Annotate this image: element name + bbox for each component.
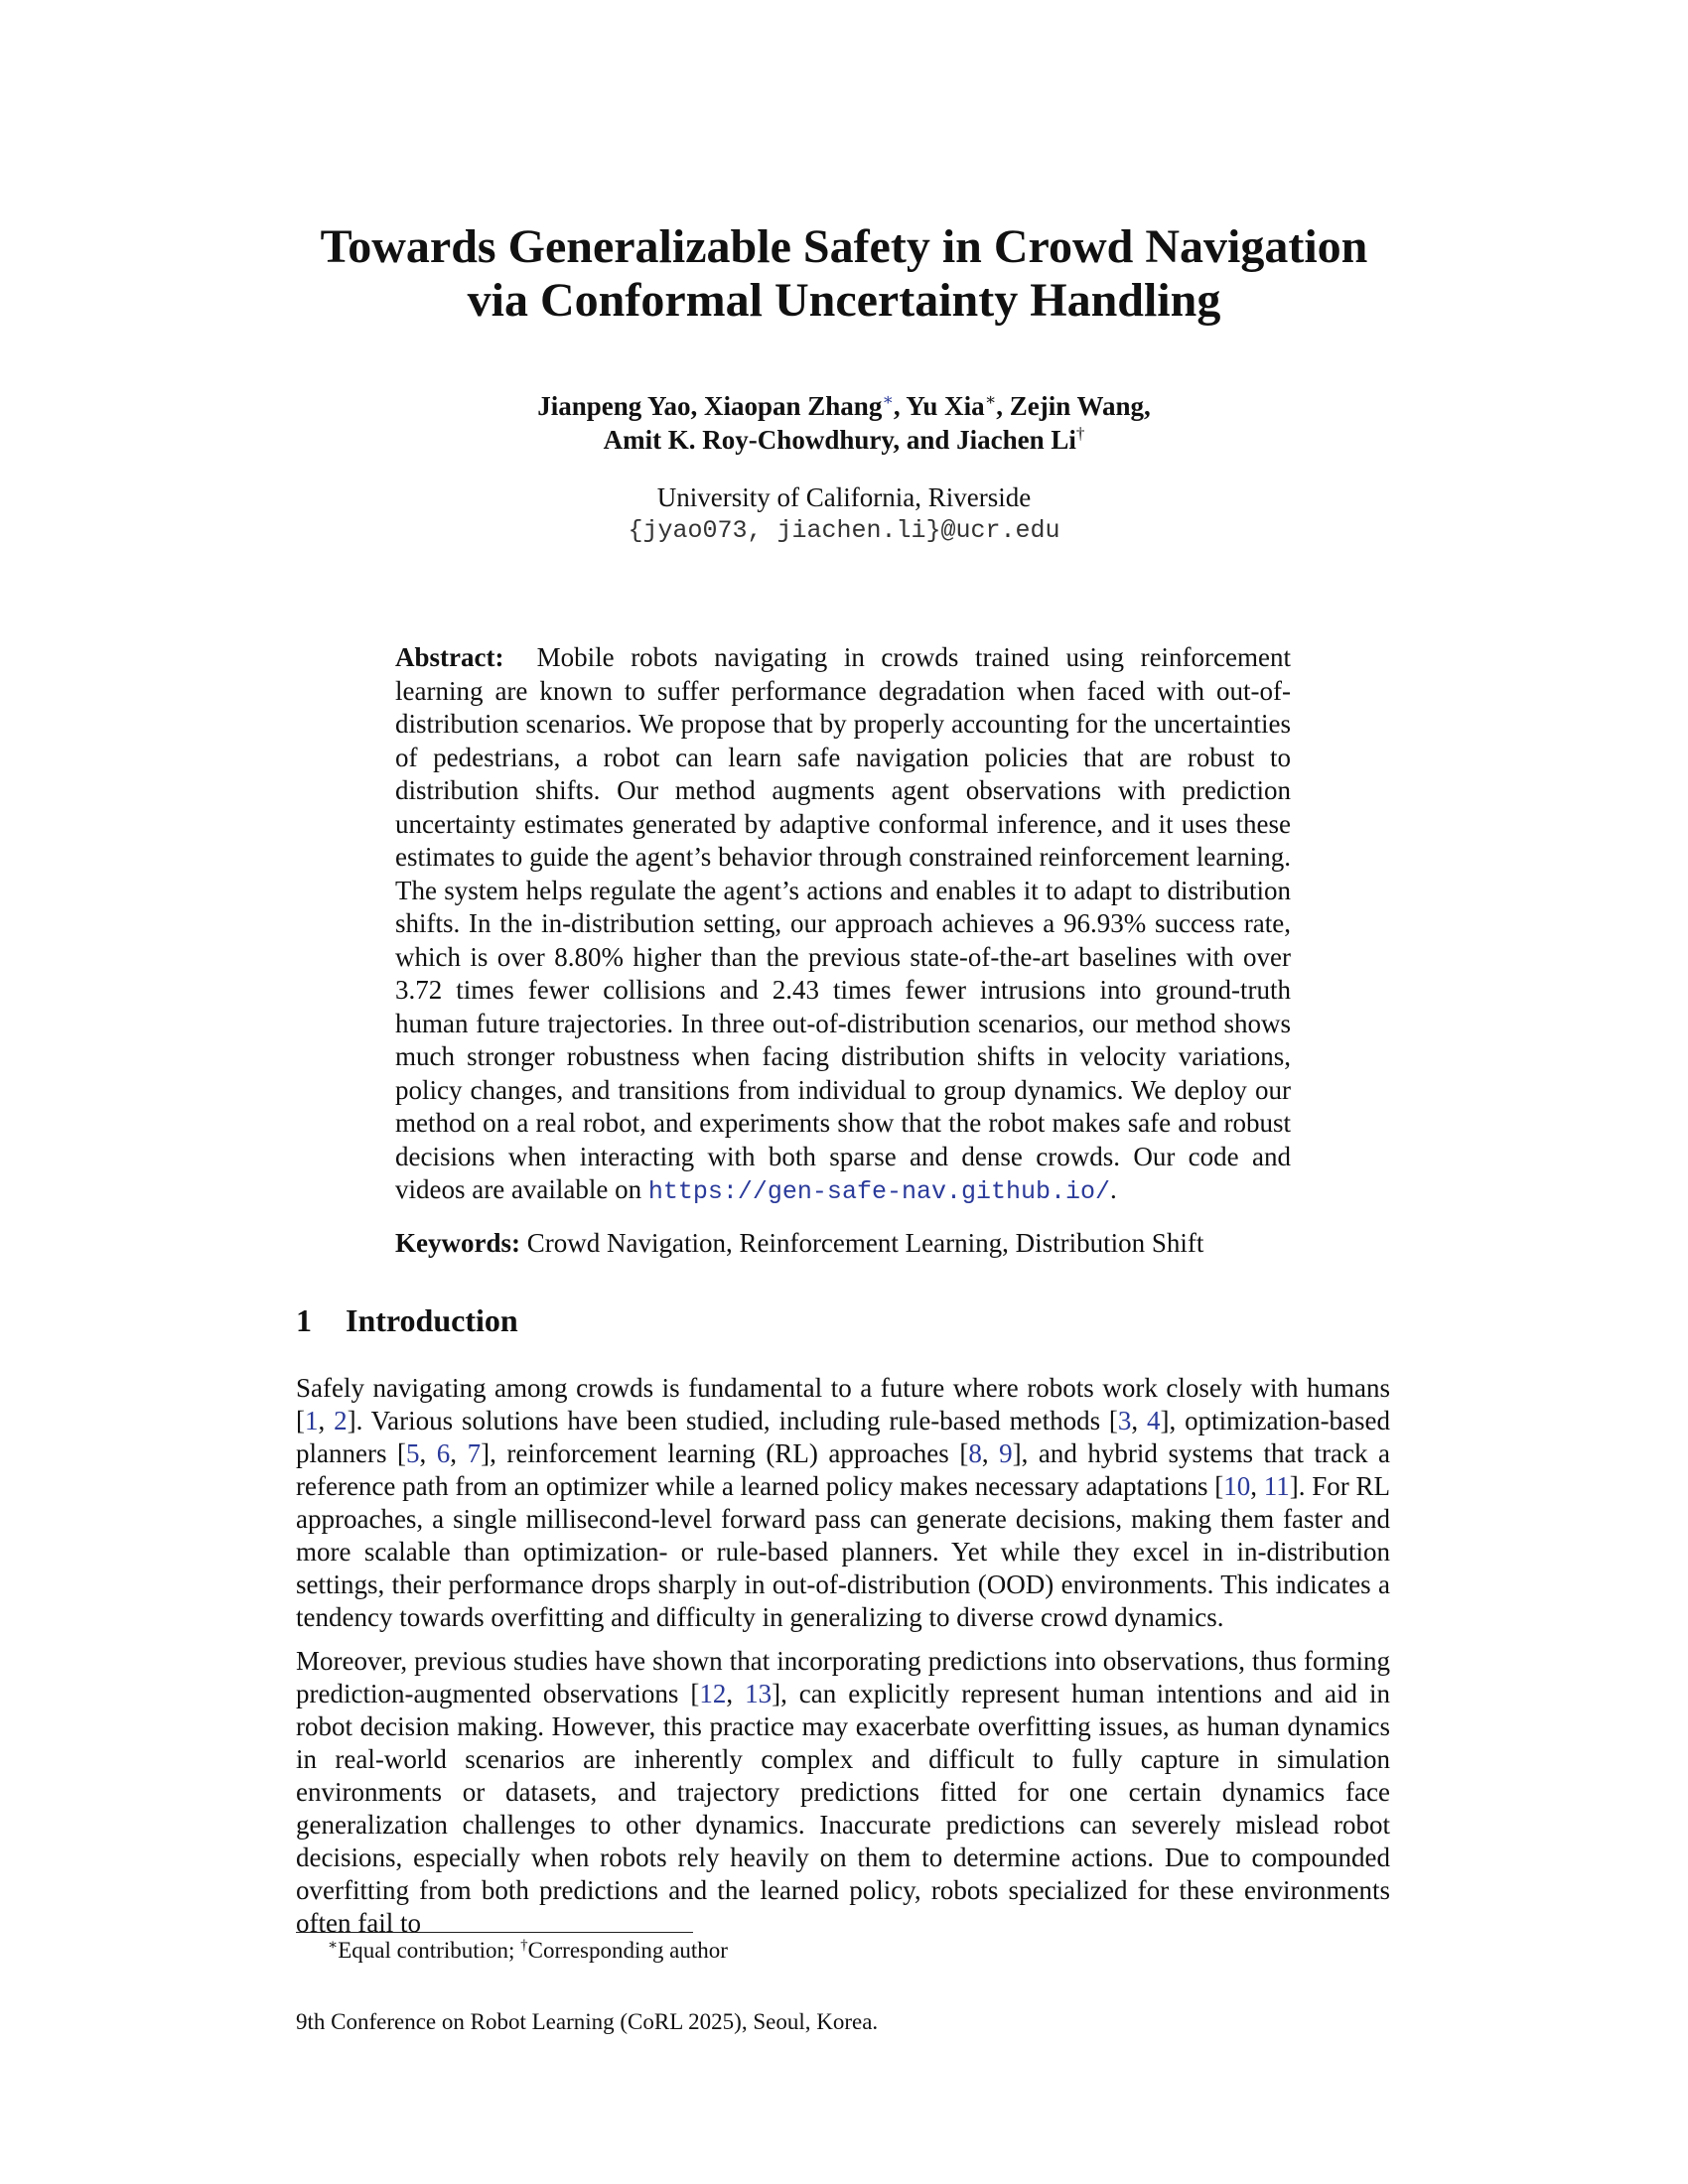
affiliation (348, 480, 1340, 548)
title-line-2: via Conformal Uncertainty Handling (467, 274, 1221, 327)
author-email: {jyao073, jiachen.li}@ucr.edu (628, 516, 1060, 545)
citation-link[interactable]: 12 (699, 1679, 727, 1708)
citation-link[interactable]: 5 (406, 1438, 420, 1468)
text-run: , (419, 1438, 437, 1468)
footnote-text: Corresponding author (527, 1938, 728, 1963)
citation-link[interactable]: 1 (305, 1406, 319, 1435)
institution: University of California, Riverside (656, 482, 1032, 512)
equal-contribution-mark[interactable]: ∗ (882, 390, 894, 409)
text-run: , (981, 1438, 1000, 1468)
citation-link[interactable]: 10 (1223, 1471, 1251, 1501)
author-name: Yu Xia (906, 391, 985, 421)
citation-link[interactable]: 4 (1147, 1406, 1161, 1435)
text-run: ], and hybrid systems that track a reference path from an optimizer while a learned policy makes necessary adaptations [ (296, 1438, 1390, 1501)
keywords-text: Crowd Navigation, Reinforcement Learning, Distribution Shift (526, 1228, 1204, 1258)
citation-link[interactable]: 8 (968, 1438, 982, 1468)
paragraph (296, 1372, 1390, 1634)
footnote (328, 1936, 728, 1966)
text-run: ]. For RL approaches, a single millisecond-level forward pass can generate decisions, making them faster and more scalable than optimization- or rule-based planners. Yet while they excel in in-distribution settings, their performance drops sharply in out-of-distribution (OOD) environments. This indicates a tendency towards overfitting and difficulty in generalizing to diverse crowd dynamics. (296, 1471, 1391, 1632)
abstract-end: . (1109, 1174, 1117, 1204)
author-name: Zejin Wang, (1009, 391, 1151, 421)
keywords (395, 1227, 1291, 1260)
text-run: ], reinforcement learning (RL) approaches [ (481, 1438, 969, 1468)
text-run: ], can explicitly represent human intentions and aid in robot decision making. However, this practice may exacerbate overfitting issues, as human dynamics in real-world scenarios are inherently complex and difficult to fully capture in simulation environments or datasets, and trajectory predictions fitted for one certain dynamics face generalization challenges to other dynamics. Inaccurate predictions can severely mislead robot decisions, especially when robots rely heavily on them to determine actions. Due to compounded overfitting from both predictions and the learned policy, robots specialized for these environments often fail to (296, 1679, 1390, 1938)
text-run: , (1131, 1406, 1148, 1435)
equal-contribution-mark: ∗ (984, 390, 997, 409)
venue-note: 9th Conference on Robot Learning (CoRL 2025), Seoul, Korea. (296, 2009, 879, 2034)
citation-link[interactable]: 2 (334, 1406, 348, 1435)
text-run: Moreover, previous studies have shown that incorporating predictions into observations, thus forming prediction-augmented observations [ (296, 1646, 1390, 1708)
author-separator: , (996, 391, 1003, 421)
citation-link[interactable]: 9 (999, 1438, 1013, 1468)
author-separator: , (893, 391, 901, 421)
footnote-rule (296, 1932, 693, 1933)
citation-link[interactable]: 3 (1117, 1406, 1132, 1435)
text-run: ], optimization-based planners [ (296, 1406, 1391, 1468)
corresponding-author-mark: † (1075, 424, 1085, 443)
section-title: Introduction (346, 1302, 518, 1338)
footnote-text: Equal contribution; (338, 1938, 521, 1963)
footnote-mark: † (520, 1937, 528, 1954)
paragraph (296, 1645, 1390, 1940)
keywords-label: Keywords: (395, 1228, 520, 1258)
author-name: Jianpeng Yao, (537, 391, 698, 421)
section-heading (296, 1300, 518, 1340)
author-name: Xiaopan Zhang (704, 391, 883, 421)
paper-title (248, 220, 1440, 328)
abstract-label: Abstract: (395, 642, 504, 672)
abstract-text: Mobile robots navigating in crowds trained using reinforcement learning are known to suffer performance degradation when faced with out-of-distribution scenarios. We propose that by properly accounting for the uncertainties of pedestrians, a robot can learn safe navigation policies that are robust to distribution shifts. Our method augments agent observations with prediction uncertainty estimates generated by adaptive conformal inference, and it uses these estimates to guide the agent’s behavior through constrained reinforcement learning. The system helps regulate the agent’s actions and enables it to adapt to distribution shifts. In the in-distribution setting, our approach achieves a 96.93% success rate, which is over 8.80% higher than the previous state-of-the-art baselines with over 3.72 times fewer collisions and 2.43 times fewer intrusions into ground-truth human future trajectories. In three out-of-distribution scenarios, our method shows much stronger robustness when facing distribution shifts in velocity variations, policy changes, and transitions from individual to group dynamics. We deploy our method on a real robot, and experiments show that the robot makes safe and robust decisions when interacting with both sparse and dense crowds. Our code and videos are available on (395, 642, 1291, 1204)
author-list (348, 389, 1340, 457)
citation-link[interactable]: 7 (467, 1438, 482, 1468)
text-run: ]. Various solutions have been studied, including rule-based methods [ (347, 1406, 1118, 1435)
text-run: , (1250, 1471, 1264, 1501)
abstract (395, 641, 1291, 1209)
citation-link[interactable]: 6 (436, 1438, 451, 1468)
citation-link[interactable]: 11 (1263, 1471, 1290, 1501)
section-number: 1 (296, 1302, 312, 1338)
body-text (296, 1372, 1391, 1954)
text-run: Safely navigating among crowds is fundamental to a future where robots work closely with humans [ (296, 1373, 1390, 1435)
text-run: , (318, 1406, 335, 1435)
text-run: , (450, 1438, 468, 1468)
project-link[interactable]: https://gen-safe-nav.github.io/ (647, 1177, 1110, 1206)
title-line-1: Towards Generalizable Safety in Crowd Navigation (320, 220, 1368, 273)
footnote-mark: ∗ (328, 1937, 339, 1954)
author-name: Amit K. Roy-Chowdhury, and Jiachen Li (603, 425, 1076, 455)
citation-link[interactable]: 13 (745, 1679, 773, 1708)
text-run: , (726, 1679, 746, 1708)
